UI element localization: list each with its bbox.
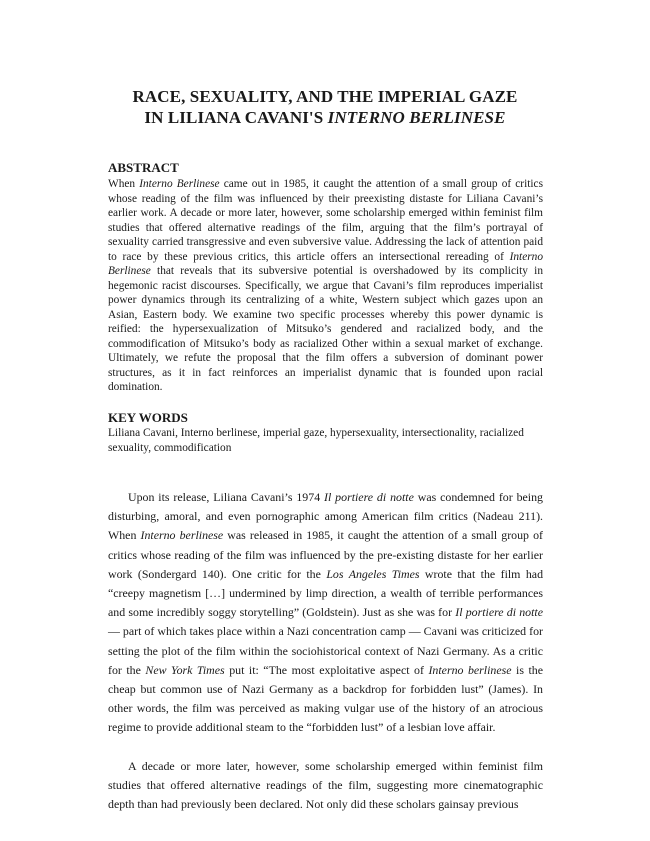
abstract-text (108, 177, 543, 395)
body-seg: wrote that the film had “creepy magnetism […] undermined by limp direction, a wealth of terrible performances and some incredibly soggy storytelling” (Goldstein). Just as she was for (108, 566, 544, 620)
abstract-heading: ABSTRACT (108, 160, 179, 175)
film-title: Il portiere di notte (324, 490, 414, 504)
keywords-heading: KEY WORDS (108, 410, 188, 425)
body-paragraph-2: A decade or more later, however, some scholarship emerged within feminist film studies that offered alternative readings of the film, suggesting more cinematographic depth than had previously been declared. Not only did these scholars gainsay previous (108, 758, 543, 812)
keywords-text: Liliana Cavani, Interno berlinese, imperial gaze, hypersexuality, intersectionality, racialized sexuality, commodification (108, 427, 524, 454)
body-seg: Upon its release, Liliana Cavani’s 1974 (128, 490, 325, 504)
title-line-2 (0, 107, 650, 128)
film-title: Interno berlinese (428, 662, 512, 677)
body-paragraph-1 (108, 488, 543, 738)
film-title: Interno berlinese (140, 528, 224, 543)
abstract-seg-1: When (108, 178, 140, 190)
publication-title: Los Angeles Times (326, 566, 420, 581)
body-seg: — part of which takes place within a Nazi concentration camp — Cavani was criticized for setting the plot of the film within the sociohistorical context of Nazi Germany. As a critic for the (108, 624, 543, 677)
abstract-film-title-1: Interno Berlinese (139, 178, 220, 190)
body-seg: put it: “The most exploitative aspect of (224, 662, 429, 677)
publication-title: New York Times (145, 662, 225, 677)
title-film-name: INTERNO BERLINESE (327, 108, 506, 127)
abstract-seg-2: came out in 1985, it caught the attention of a small group of critics whose reading of the film was influenced by their preexisting distaste for Liliana Cavani’s earlier work. A decade or more later, however, some scholarship emerged within feminist film studies that offered alternative readings of the film, arguing that the film’s portrayal of sexuality carried transgressive and even subversive value. Addressing the lack of attention paid to race by these previous critics, this article offers an intersectional rereading of (108, 178, 543, 263)
body-seg: is the cheap but common use of Nazi Germany as a backdrop for forbidden lust” (James). In other words, the film was perceived as making vulgar use of the history of an atrocious regime to provide additional steam to the “forbidden lust” of a lesbian love affair. (108, 662, 544, 735)
body-seg: was condemned for being disturbing, amoral, and even pornographic among American film critics (Nadeau 211). When (108, 490, 543, 543)
article-title (0, 86, 650, 128)
title-line-2-prefix: IN LILIANA CAVANI'S (144, 108, 328, 127)
body-text (108, 488, 543, 814)
abstract-seg-3: that reveals that its subversive potential is overshadowed by its complicity in hegemonic racist discourses. Specifically, we argue that Cavani’s film reproduces imperialist power dynamics through its centralizing of a white, Western subject which gazes upon an Asian, Eastern body. We examine two specific processes whereby this power dynamic is reified: the hypersexualization of Mitsuko’s gendered and racialized body, and the commodification of Mitsuko’s body as racialized Other within a sexual market of exchange. Ultimately, we refute the proposal that the film offers a subversion of dominant power structures, as it in fact reinforces an imperialist dynamic that is founded upon racial domination. (108, 265, 543, 393)
abstract-film-title-2: Interno Berlinese (108, 250, 543, 277)
title-line-1: RACE, SEXUALITY, AND THE IMPERIAL GAZE (132, 87, 518, 106)
film-title: Il portiere di notte (455, 605, 543, 620)
body-seg: was released in 1985, it caught the attention of a small group of critics whose reading of the film was influenced by the pre-existing distaste for her earlier work (Sondergard 140). One critic for the (108, 528, 543, 581)
